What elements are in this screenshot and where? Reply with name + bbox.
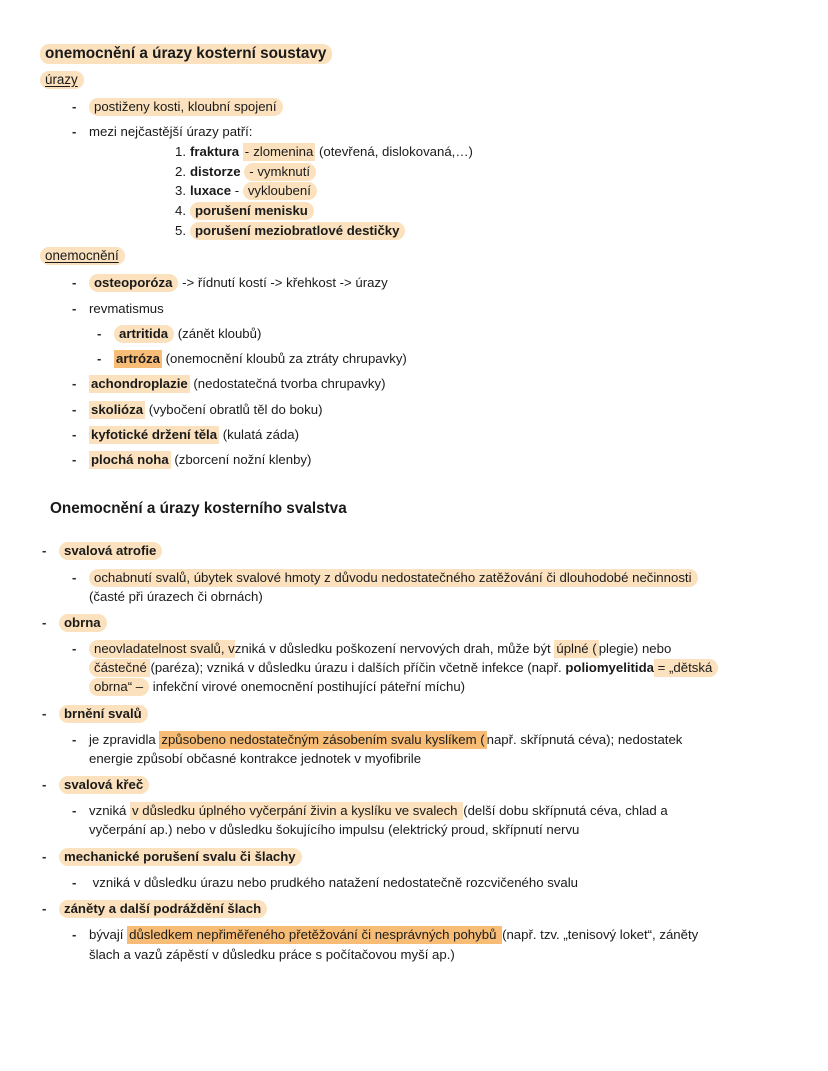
bullet-dash-icon: - — [72, 401, 77, 417]
krec-plain2: (delší dobu skřípnutá céva, chlad a — [463, 803, 668, 819]
disease-term-1: revmatismus — [89, 300, 164, 316]
item-definition: vymknutí — [257, 163, 311, 179]
disease-term-4: kyfotické držení těla — [91, 426, 218, 442]
item-number: 3. — [175, 183, 186, 199]
item-number: 4. — [175, 203, 186, 219]
rheumatism-term-0: artritida — [119, 325, 169, 341]
item-number: 1. — [175, 144, 186, 159]
muscular-detail-0-plain: (časté při úrazech či obrnách) — [89, 588, 263, 604]
bullet-dash-icon: - — [42, 848, 47, 864]
muscular-term-1: obrna — [64, 614, 101, 630]
bullet-dash-icon: - — [72, 569, 77, 585]
list-item — [40, 324, 788, 343]
list-item — [40, 847, 788, 866]
subheading-injuries-text: úrazy — [45, 71, 78, 87]
injury-numbered-list — [40, 143, 788, 242]
list-item — [40, 801, 788, 839]
rheumatism-term-1: artróza — [116, 351, 160, 367]
muscular-detail-0-hl: ochabnutí svalů, úbytek svalové hmoty z důvodu nedostatečného zatěžování či dlouhodobé nečinnosti — [89, 569, 698, 587]
obrna-p3-hl: obrna“ – — [89, 678, 149, 696]
disease-rest-4: (kulatá záda) — [222, 426, 299, 442]
list-item — [40, 704, 788, 723]
obrna-p1-plain: zniká v důsledku poškození nervových drah, může být — [234, 641, 555, 657]
bullet-dash-icon: - — [72, 927, 77, 943]
krec-plain1: vzniká — [89, 803, 131, 819]
item-term: fraktura — [190, 144, 240, 159]
item-term: porušení menisku — [195, 203, 308, 219]
list-item — [175, 162, 788, 182]
list-item — [175, 143, 788, 163]
bullet-dash-icon: - — [72, 874, 77, 890]
obrna-p3-plain: infekční virové onemocnění postihující páteřní míchu) — [149, 679, 466, 695]
list-item — [40, 568, 788, 606]
page-title-text: onemocnění a úrazy kosterní soustavy — [40, 44, 332, 64]
list-item — [175, 202, 788, 222]
muscular-term-2: brnění svalů — [64, 705, 142, 721]
list-item — [40, 541, 788, 560]
bullet-dash-icon: - — [72, 452, 77, 468]
krec-hl: v důsledku úplného vyčerpání živin a kyslíku ve svalech — [132, 803, 462, 819]
item-separator: - — [249, 163, 254, 179]
brneni-line2: energie způsobí občasné kontrakce jednotek v myofibrile — [89, 750, 422, 766]
bullet-dash-icon: - — [72, 275, 77, 291]
muscular-term-4: mechanické porušení svalu — [64, 848, 237, 864]
subheading-diseases — [40, 247, 788, 265]
bullet-dash-icon: - — [42, 543, 47, 559]
item-separator: - — [244, 144, 250, 159]
list-item — [40, 299, 788, 318]
list-item — [175, 221, 788, 241]
list-item — [40, 775, 788, 794]
rheumatism-rest-0: (zánět kloubů) — [177, 325, 262, 341]
bullet-dash-icon: - — [42, 777, 47, 793]
list-item — [40, 400, 788, 419]
disease-term-5: plochá noha — [91, 452, 169, 468]
bullet-dash-icon: - — [97, 351, 102, 367]
bullet-dash-icon: - — [72, 124, 77, 140]
list-item — [40, 122, 788, 141]
item-number: 2. — [175, 163, 186, 179]
brneni-plain1: je zpravidla — [89, 731, 160, 747]
obrna-p2-plain: (paréza); vzniká v důsledku úrazu i dalších příčin včetně infekce (např. — [150, 660, 566, 676]
list-item — [40, 273, 788, 292]
section-muscular — [40, 499, 788, 963]
disease-rest-3: (vybočení obratlů těl do boku) — [148, 401, 323, 417]
bullet-dash-icon: - — [42, 705, 47, 721]
krec-line2: vyčerpání ap.) nebo v důsledku šokujícího impulsu (elektrický proud, skřípnutí nervu — [89, 822, 580, 838]
obrna-p2-bold: poliomyelitida — [565, 660, 654, 676]
disease-rest-5: (zborcení nožní klenby) — [174, 452, 312, 468]
bullet-dash-icon: - — [42, 901, 47, 917]
zanety-line2: šlach a vazů zápěstí v důsledku práce s počítačovou myší ap.) — [89, 946, 455, 962]
item-number: 5. — [175, 222, 186, 238]
bullet-dash-icon: - — [72, 98, 77, 114]
bullet-dash-icon: - — [72, 803, 77, 819]
list-item — [40, 730, 788, 768]
subheading-injuries — [40, 71, 788, 89]
brneni-plain2: např. skřípnutá céva); nedostatek — [486, 731, 683, 747]
mechanicke-plain1: vzniká v důsledku úrazu nebo prudkého natažení nedostatečně rozcvičeného svalu — [92, 874, 578, 890]
list-item — [40, 349, 788, 368]
list-item — [40, 374, 788, 393]
bullet-dash-icon: - — [72, 426, 77, 442]
zanety-hl: důsledkem nepřiměřeného přetěžování či nesprávných pohybů — [129, 927, 501, 943]
disease-term-3: skolióza — [91, 401, 144, 417]
obrna-p1-plain2: plegie) nebo — [598, 641, 672, 657]
section-muscular-title: Onemocnění a úrazy kosterního svalstva — [50, 500, 347, 518]
bullet-dash-icon: - — [97, 325, 102, 341]
obrna-p2-plain2: = „dětská — [654, 659, 718, 677]
list-item — [40, 97, 788, 116]
injury-bullet-1: mezi nejčastější úrazy patří: — [89, 124, 253, 140]
list-item — [40, 925, 788, 963]
muscular-term-5: záněty a další podráždění šlach — [64, 901, 262, 917]
bullet-dash-icon: - — [72, 731, 77, 747]
muscular-term-3: svalová křeč — [64, 777, 144, 793]
disease-term-0: osteoporóza — [94, 275, 173, 291]
section-skeletal — [40, 44, 788, 469]
list-item — [40, 899, 788, 918]
disease-rest-0: -> řídnutí kostí -> křehkost -> úrazy — [182, 275, 388, 291]
bullet-dash-icon: - — [42, 614, 47, 630]
obrna-p1-hl: neovladatelnost svalů, v — [89, 640, 235, 658]
item-term: porušení meziobratlové destičky — [195, 222, 400, 238]
list-item — [40, 873, 788, 892]
list-item — [175, 182, 788, 202]
obrna-p1-hl2: úplné ( — [556, 641, 597, 657]
item-definition: vykloubení — [243, 182, 317, 200]
bullet-dash-icon: - — [72, 300, 77, 316]
zanety-plain2: (např. tzv. „tenisový loket“, záněty — [502, 927, 699, 943]
item-note: (otevřená, dislokovaná,…) — [318, 144, 473, 159]
muscular-term-0: svalová atrofie — [64, 543, 157, 559]
list-item — [40, 425, 788, 444]
disease-rest-2: (nedostatečná tvorba chrupavky) — [193, 376, 386, 392]
item-term: luxace — [190, 183, 232, 199]
bullet-dash-icon: - — [72, 376, 77, 392]
obrna-p2-hl: částečné — [89, 659, 150, 677]
item-term: distorze — [190, 163, 241, 179]
item-definition: zlomenina — [253, 144, 314, 159]
rheumatism-rest-1: (onemocnění kloubů za ztráty chrupavky) — [165, 351, 407, 367]
muscular-term-4-tail: či šlachy — [236, 848, 296, 864]
subheading-diseases-text: onemocnění — [45, 248, 119, 264]
page-title — [40, 44, 788, 64]
list-item — [40, 613, 788, 632]
disease-term-2: achondroplazie — [91, 376, 188, 392]
zanety-plain1: bývají — [89, 927, 128, 943]
list-item — [40, 450, 788, 469]
list-item — [40, 639, 788, 696]
injury-bullet-0: postiženy kosti, kloubní spojení — [89, 98, 283, 116]
item-separator: - — [234, 183, 240, 199]
brneni-hl: způsobeno nedostatečným zásobením svalu kyslíkem ( — [161, 731, 485, 747]
bullet-dash-icon: - — [72, 641, 77, 657]
